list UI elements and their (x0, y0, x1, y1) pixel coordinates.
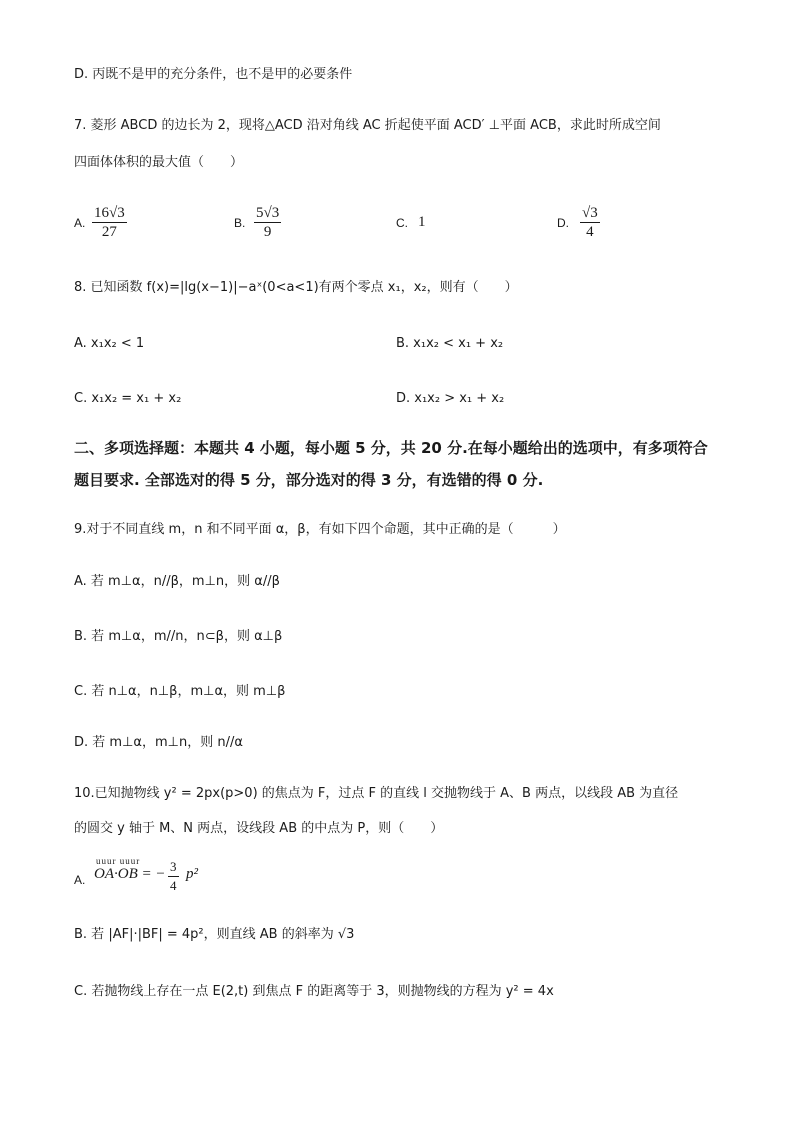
q7-option-b-numerator: 5√3 (256, 205, 280, 221)
q10-option-a-denominator: 4 (170, 878, 177, 893)
q10-option-b: B. 若 |AF|·|BF| = 4p²，则直线 AB 的斜率为 √3 (74, 927, 355, 942)
q9-option-a: A. 若 m⊥α，n//β，m⊥n，则 α//β (74, 574, 280, 589)
q7-stem-line1: 7. 菱形 ABCD 的边长为 2，现将△ACD 沿对角线 AC 折起使平面 ACD′ ⊥平面 ACB，求此时所成空间 (74, 118, 661, 133)
q10-option-a-fraction (168, 858, 179, 895)
q7-option-c-label: C. (396, 216, 408, 230)
q6-option-d: D. 丙既不是甲的充分条件，也不是甲的必要条件 (74, 67, 353, 82)
q7-option-b-label: B. (234, 216, 246, 230)
q9-option-c: C. 若 n⊥α，n⊥β，m⊥α，则 m⊥β (74, 684, 286, 699)
q10-option-a-expression: OA·OB = − (94, 866, 166, 882)
q10-option-a-numerator: 3 (168, 858, 179, 877)
section2-heading-line1: 二、多项选择题：本题共 4 小题，每小题 5 分，共 20 分.在每小题给出的选项中，有多项符合 (74, 439, 708, 457)
q10-option-a-tail: p² (186, 866, 198, 882)
q7-option-c-value: 1 (418, 214, 426, 230)
q7-option-b-fraction (254, 204, 281, 241)
q8-stem: 8. 已知函数 f(x)=|lg(x−1)|−aˣ(0<a<1)有两个零点 x₁，x₂，则有（ ） (74, 280, 518, 295)
q8-option-d: D. x₁x₂ > x₁ + x₂ (396, 391, 505, 406)
q7-option-a-denominator: 27 (101, 224, 117, 240)
q7-option-a-fraction (92, 204, 127, 241)
q8-option-a: A. x₁x₂ < 1 (74, 336, 145, 351)
q7-option-d-numerator: √3 (582, 205, 598, 221)
q8-option-c: C. x₁x₂ = x₁ + x₂ (74, 391, 182, 406)
q7-option-b-denominator: 9 (263, 224, 272, 240)
q9-option-b: B. 若 m⊥α，m//n，n⊂β，则 α⊥β (74, 629, 283, 644)
q9-option-d: D. 若 m⊥α，m⊥n，则 n//α (74, 735, 243, 750)
q8-option-b: B. x₁x₂ < x₁ + x₂ (396, 336, 504, 351)
section2-heading-line2: 题目要求. 全部选对的得 5 分，部分选对的得 3 分，有选错的得 0 分. (74, 471, 544, 489)
q7-option-a-numerator: 16√3 (94, 205, 125, 221)
q10-stem-line1: 10.已知抛物线 y² = 2px(p>0) 的焦点为 F，过点 F 的直线 l 交抛物线于 A、B 两点，以线段 AB 为直径 (74, 786, 679, 801)
q10-option-a-label: A. (74, 873, 86, 887)
q9-stem: 9.对于不同直线 m，n 和不同平面 α，β，有如下四个命题，其中正确的是（ ） (74, 522, 566, 537)
q10-option-c: C. 若抛物线上存在一点 E(2,t) 到焦点 F 的距离等于 3，则抛物线的方程为 y² = 4x (74, 984, 554, 999)
q10-stem-line2: 的圆交 y 轴于 M、N 两点，设线段 AB 的中点为 P，则（ ） (74, 821, 444, 836)
q7-option-a-label: A. (74, 216, 86, 230)
q7-option-d-label: D. (557, 216, 569, 230)
q7-option-d-denominator: 4 (586, 224, 594, 240)
q7-option-d-fraction (580, 204, 600, 241)
q7-stem-line2: 四面体体积的最大值（ ） (74, 155, 244, 170)
q10-option-a-vector-marks: uuur uuur (96, 856, 141, 866)
